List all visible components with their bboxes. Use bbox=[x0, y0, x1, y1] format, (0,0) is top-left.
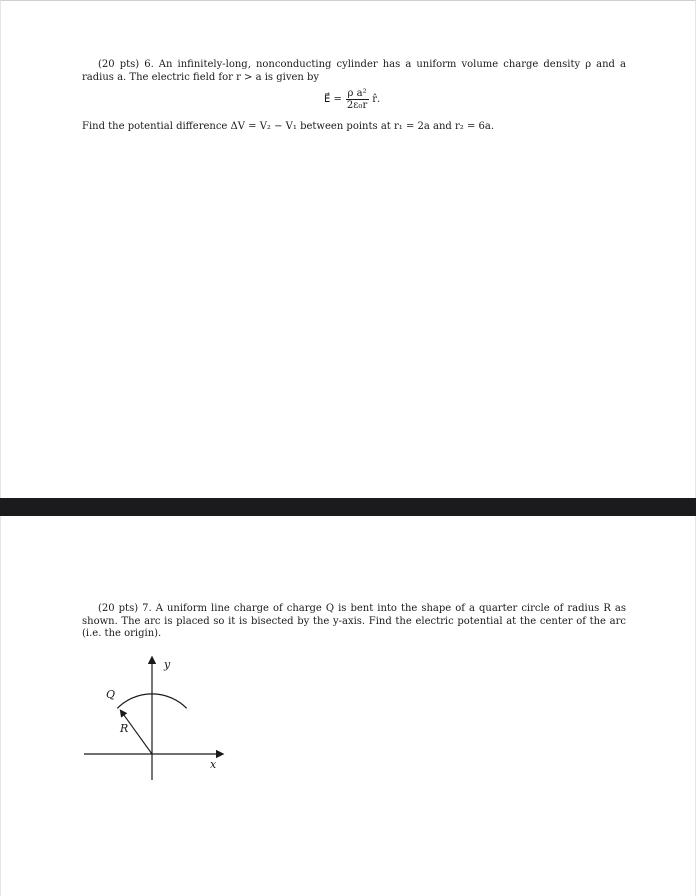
page-divider bbox=[0, 498, 696, 516]
formula-rhs: r̂. bbox=[372, 94, 381, 105]
radius-r-label: R bbox=[120, 722, 129, 735]
quarter-circle-figure bbox=[82, 650, 242, 780]
problem-7-text bbox=[82, 603, 626, 641]
y-axis-label: y bbox=[164, 658, 171, 671]
x-axis-label: x bbox=[210, 758, 217, 771]
charge-q-label: Q bbox=[106, 688, 116, 701]
figure-svg bbox=[82, 650, 242, 780]
formula-numerator: ρ a² bbox=[347, 88, 367, 99]
problem-6-intro-text: (20 pts) 6. An infinitely-long, nonconducting cylinder has a uniform volume charge density ρ and a radius a. The electric field for r > a is given by bbox=[82, 59, 626, 83]
problem-6-intro bbox=[82, 59, 626, 84]
formula-fraction bbox=[345, 88, 369, 111]
problem-7-text-body: (20 pts) 7. A uniform line charge of charge Q is bent into the shape of a quarter circle of radius R as shown. The arc is placed so it is bisected by the y-axis. Find the electric potential at the center of the arc (i.e. the origin). bbox=[82, 603, 626, 639]
formula-denominator: 2ε₀r bbox=[346, 100, 368, 111]
problem-6-question: Find the potential difference ΔV = V₂ − V₁ between points at r₁ = 2a and r₂ = 6a. bbox=[82, 121, 495, 132]
electric-field-formula bbox=[324, 88, 380, 111]
formula-lhs: E⃗ = bbox=[324, 94, 342, 105]
